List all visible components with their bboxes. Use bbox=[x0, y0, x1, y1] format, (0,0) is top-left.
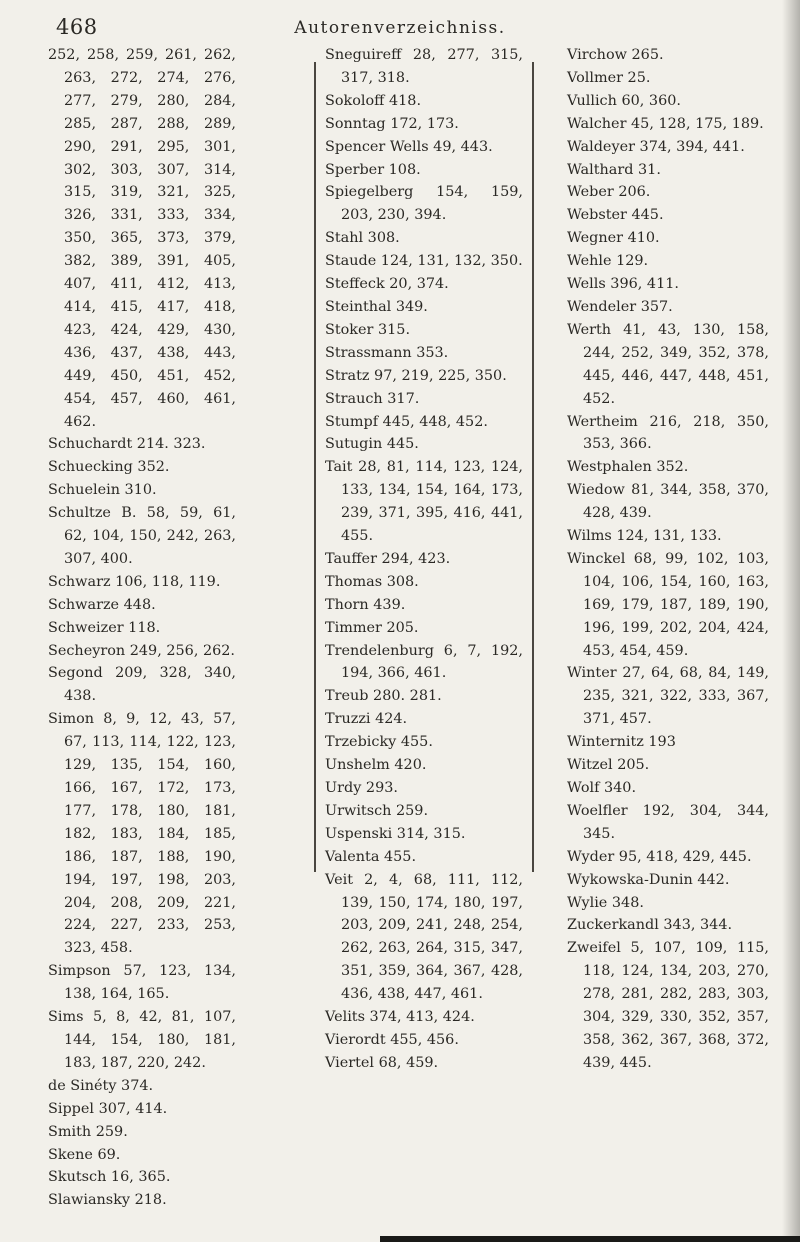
index-entry: Steinthal 349. bbox=[325, 298, 428, 315]
index-entry: Webster 445. bbox=[567, 207, 664, 224]
index-entry: Wilms 124, 131, 133. bbox=[567, 528, 722, 545]
index-entry: Wells 396, 411. bbox=[567, 276, 679, 293]
index-entry: Vullich 60, 360. bbox=[567, 92, 681, 109]
index-entry: Thorn 439. bbox=[325, 596, 406, 613]
index-entry: Schuelein 310. bbox=[48, 482, 157, 499]
index-entry: Wertheim 216, 218, 350, 353, 366. bbox=[567, 413, 769, 453]
index-entry: Zuckerkandl 343, 344. bbox=[567, 917, 733, 934]
index-entry: Stahl 308. bbox=[325, 230, 400, 247]
index-entry: Winter 27, 64, 68, 84, 149, 235, 321, 322, 333, 367, 371, 457. bbox=[567, 665, 769, 728]
index-entry: Urwitsch 259. bbox=[325, 802, 429, 819]
index-entry: Virchow 265. bbox=[567, 47, 664, 63]
index-entry: Skutsch 16, 365. bbox=[48, 1169, 171, 1186]
index-entry: Schweizer 118. bbox=[48, 619, 161, 636]
index-entry: Simon 8, 9, 12, 43, 57, 67, 113, 114, 122, 123, 129, 135, 154, 160, 166, 167, 172, 173, 177, 178, 180, 181, 182, 183, 184, 185, 186, 187, 188, 190, 194, 197, 198, 203, 204, 208, 209, 221, 224, 227, 233, 253, 323, 458. bbox=[48, 711, 236, 957]
running-head: Autorenverzeichniss. bbox=[294, 18, 506, 38]
index-entry: Stratz 97, 219, 225, 350. bbox=[325, 367, 507, 384]
index-entry: Trzebicky 455. bbox=[325, 734, 433, 751]
index-entry: Viertel 68, 459. bbox=[325, 1054, 439, 1071]
index-entry: Schultze B. 58, 59, 61, 62, 104, 150, 242, 263, 307, 400. bbox=[48, 505, 236, 567]
index-entry: Wehle 129. bbox=[567, 253, 649, 270]
index-entry: Sneguireff 28, 277, 315, 317, 318. bbox=[325, 47, 523, 86]
index-entry: Veit 2, 4, 68, 111, 112, 139, 150, 174, 180, 197, 203, 209, 241, 248, 254, 262, 263, 264, 315, 347, 351, 359, 364, 367, 428, 436, 438, 447, 461. bbox=[325, 871, 523, 1003]
index-column-1 bbox=[48, 44, 236, 1212]
index-entry: Schwarze 448. bbox=[48, 596, 156, 613]
index-entry: Staude 124, 131, 132, 350. bbox=[325, 253, 523, 270]
index-entry: Timmer 205. bbox=[325, 619, 419, 636]
index-entry: Spencer Wells 49, 443. bbox=[325, 138, 493, 155]
index-entry: Tauffer 294, 423. bbox=[325, 550, 451, 567]
index-entry: Skene 69. bbox=[48, 1146, 121, 1163]
index-entry: Steffeck 20, 374. bbox=[325, 276, 449, 293]
index-entry: Slawiansky 218. bbox=[48, 1192, 167, 1209]
index-entry: 252, 258, 259, 261, 262, 263, 272, 274, 276, 277, 279, 280, 284, 285, 287, 288, 289, 290, 291, 295, 301, 302, 303, 307, 314, 315, 319, 321, 325, 326, 331, 333, 334, 350, 365, 373, 379, 382, 389, 391, 405, 407, 411, 412, 413, 414, 415, 417, 418, 423, 424, 429, 430, 436, 437, 438, 443, 449, 450, 451, 452, 454, 457, 460, 461, 462. bbox=[48, 47, 236, 430]
index-entry: Vollmer 25. bbox=[567, 69, 651, 86]
index-entry: Thomas 308. bbox=[325, 573, 419, 590]
index-entry: Schuecking 352. bbox=[48, 459, 170, 476]
index-entry: Wykowska-Dunin 442. bbox=[567, 871, 730, 888]
index-entry: Stoker 315. bbox=[325, 321, 411, 338]
index-entry: Tait 28, 81, 114, 123, 124, 133, 134, 154, 164, 173, 239, 371, 395, 416, 441, 455. bbox=[325, 459, 523, 545]
index-entry: Strassmann 353. bbox=[325, 344, 449, 361]
index-entry: Schuchardt 214. 323. bbox=[48, 436, 206, 453]
column-divider bbox=[532, 62, 534, 872]
index-entry: Sonntag 172, 173. bbox=[325, 115, 459, 132]
index-entry: Urdy 293. bbox=[325, 780, 398, 796]
index-entry: Schwarz 106, 118, 119. bbox=[48, 573, 221, 590]
index-column-2 bbox=[325, 44, 523, 1075]
index-column-3 bbox=[567, 44, 769, 1075]
index-entry: Walcher 45, 128, 175, 189. bbox=[567, 115, 764, 132]
index-entry: Wyder 95, 418, 429, 445. bbox=[567, 848, 752, 865]
index-entry: Sims 5, 8, 42, 81, 107, 144, 154, 180, 181, 183, 187, 220, 242. bbox=[48, 1009, 236, 1071]
index-entry: Trendelenburg 6, 7, 192, 194, 366, 461. bbox=[325, 642, 523, 682]
column-divider bbox=[314, 62, 316, 872]
index-entry: Sutugin 445. bbox=[325, 436, 419, 453]
index-entry: Vierordt 455, 456. bbox=[325, 1031, 459, 1048]
index-entry: Treub 280. 281. bbox=[325, 688, 442, 705]
index-entry: Sokoloff 418. bbox=[325, 92, 422, 109]
index-entry: Sippel 307, 414. bbox=[48, 1100, 168, 1117]
index-entry: Sperber 108. bbox=[325, 161, 421, 178]
scan-edge-bar bbox=[380, 1236, 800, 1242]
index-entry: Werth 41, 43, 130, 158, 244, 252, 349, 352, 378, 445, 446, 447, 448, 451, 452. bbox=[567, 321, 769, 407]
index-entry: Zweifel 5, 107, 109, 115, 118, 124, 134, 203, 270, 278, 281, 282, 283, 303, 304, 329, 330, 352, 357, 358, 362, 367, 368, 372, 439, 445. bbox=[567, 940, 769, 1071]
index-entry: Velits 374, 413, 424. bbox=[325, 1009, 475, 1026]
index-entry: Truzzi 424. bbox=[325, 711, 408, 728]
page-edge-shadow bbox=[782, 0, 800, 1242]
index-entry: Stumpf 445, 448, 452. bbox=[325, 413, 488, 430]
index-entry: Wylie 348. bbox=[567, 894, 644, 911]
index-entry: Wiedow 81, 344, 358, 370, 428, 439. bbox=[567, 482, 769, 522]
index-entry: Simpson 57, 123, 134, 138, 164, 165. bbox=[48, 963, 236, 1003]
index-entry: Winckel 68, 99, 102, 103, 104, 106, 154, 160, 163, 169, 179, 187, 189, 190, 196, 199, 202, 204, 424, 453, 454, 459. bbox=[567, 550, 769, 659]
index-entry: Segond 209, 328, 340, 438. bbox=[48, 665, 236, 705]
index-entry: Weber 206. bbox=[567, 184, 651, 201]
index-entry: Walthard 31. bbox=[567, 161, 661, 178]
index-entry: Strauch 317. bbox=[325, 390, 420, 407]
index-entry: Waldeyer 374, 394, 441. bbox=[567, 138, 745, 155]
index-entry: Secheyron 249, 256, 262. bbox=[48, 642, 236, 659]
index-entry: Woelfler 192, 304, 344, 345. bbox=[567, 802, 769, 842]
index-entry: Unshelm 420. bbox=[325, 757, 427, 774]
index-entry: Smith 259. bbox=[48, 1123, 128, 1140]
index-entry: Spiegelberg 154, 159, 203, 230, 394. bbox=[325, 184, 523, 224]
index-entry: Witzel 205. bbox=[567, 757, 650, 774]
page-number: 468 bbox=[56, 15, 98, 39]
index-entry: Wegner 410. bbox=[567, 230, 660, 247]
index-entry: Wendeler 357. bbox=[567, 298, 673, 315]
index-entry: Valenta 455. bbox=[325, 848, 417, 865]
index-entry: Westphalen 352. bbox=[567, 459, 689, 476]
index-entry: Winternitz 193 bbox=[567, 734, 676, 751]
index-entry: Wolf 340. bbox=[567, 780, 637, 796]
index-entry: de Sinéty 374. bbox=[48, 1077, 154, 1094]
index-entry: Uspenski 314, 315. bbox=[325, 825, 466, 842]
